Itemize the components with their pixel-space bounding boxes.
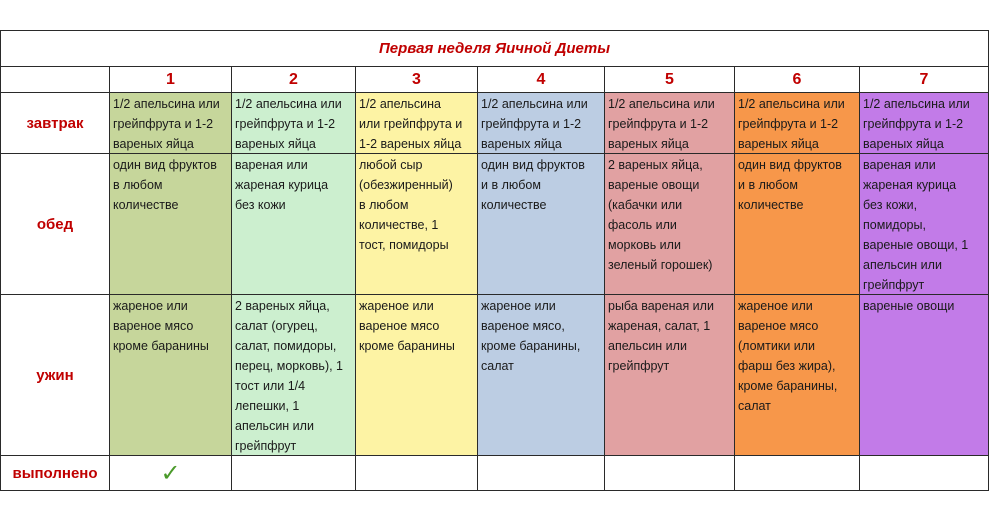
done-cell-day-3[interactable] — [356, 456, 478, 491]
dinner-cell-day-7: вареные овощи — [860, 295, 989, 456]
lunch-cell-day-5: 2 вареных яйца, вареные овощи (кабачки или фасоль или морковь или зеленый горошек) — [605, 154, 735, 295]
breakfast-cell-day-1: 1/2 апельсина или грейпфрута и 1-2 вареных яйца — [110, 93, 232, 154]
breakfast-cell-day-7: 1/2 апельсина или грейпфрута и 1-2 вареных яйца — [860, 93, 989, 154]
day-header-6: 6 — [735, 67, 860, 93]
done-cell-day-5[interactable] — [605, 456, 735, 491]
breakfast-cell-day-3: 1/2 апельсина или грейпфрута и 1-2 вареных яйца — [356, 93, 478, 154]
lunch-cell-day-3: любой сыр (обезжиренный) в любом количестве, 1 тост, помидоры — [356, 154, 478, 295]
dinner-cell-day-6: жареное или вареное мясо (ломтики или фарш без жира), кроме баранины, салат — [735, 295, 860, 456]
dinner-cell-day-5: рыба вареная или жареная, салат, 1 апельсин или грейпфрут — [605, 295, 735, 456]
row-label-done: выполнено — [0, 456, 110, 491]
day-header-5: 5 — [605, 67, 735, 93]
lunch-cell-day-1: один вид фруктов в любом количестве — [110, 154, 232, 295]
table-title: Первая неделя Яичной Диеты — [0, 30, 989, 67]
breakfast-cell-day-5: 1/2 апельсина или грейпфрута и 1-2 вареных яйца — [605, 93, 735, 154]
breakfast-cell-day-6: 1/2 апельсина или грейпфрута и 1-2 вареных яйца — [735, 93, 860, 154]
done-checkmark-icon[interactable]: ✓ — [110, 456, 232, 491]
day-header-1: 1 — [110, 67, 232, 93]
row-label-breakfast: завтрак — [0, 93, 110, 154]
dinner-cell-day-3: жареное или вареное мясо кроме баранины — [356, 295, 478, 456]
lunch-cell-day-4: один вид фруктов и в любом количестве — [478, 154, 605, 295]
day-header-3: 3 — [356, 67, 478, 93]
lunch-cell-day-7: вареная или жареная курица без кожи, помидоры, вареные овощи, 1 апельсин или грейпфрут — [860, 154, 989, 295]
dinner-cell-day-4: жареное или вареное мясо, кроме баранины, салат — [478, 295, 605, 456]
done-cell-day-2[interactable] — [232, 456, 356, 491]
dinner-cell-day-1: жареное или вареное мясо кроме баранины — [110, 295, 232, 456]
done-cell-day-4[interactable] — [478, 456, 605, 491]
breakfast-cell-day-4: 1/2 апельсина или грейпфрута и 1-2 вареных яйца — [478, 93, 605, 154]
lunch-cell-day-2: вареная или жареная курица без кожи — [232, 154, 356, 295]
day-header-7: 7 — [860, 67, 989, 93]
breakfast-cell-day-2: 1/2 апельсина или грейпфрута и 1-2 вареных яйца — [232, 93, 356, 154]
dinner-cell-day-2: 2 вареных яйца, салат (огурец, салат, помидоры, перец, морковь), 1 тост или 1/4 лепешки, 1 апельсин или грейпфрут — [232, 295, 356, 456]
day-header-4: 4 — [478, 67, 605, 93]
lunch-cell-day-6: один вид фруктов и в любом количестве — [735, 154, 860, 295]
header-blank-cell — [0, 67, 110, 93]
row-label-lunch: обед — [0, 154, 110, 295]
done-cell-day-7[interactable] — [860, 456, 989, 491]
row-label-dinner: ужин — [0, 295, 110, 456]
day-header-2: 2 — [232, 67, 356, 93]
done-cell-day-6[interactable] — [735, 456, 860, 491]
